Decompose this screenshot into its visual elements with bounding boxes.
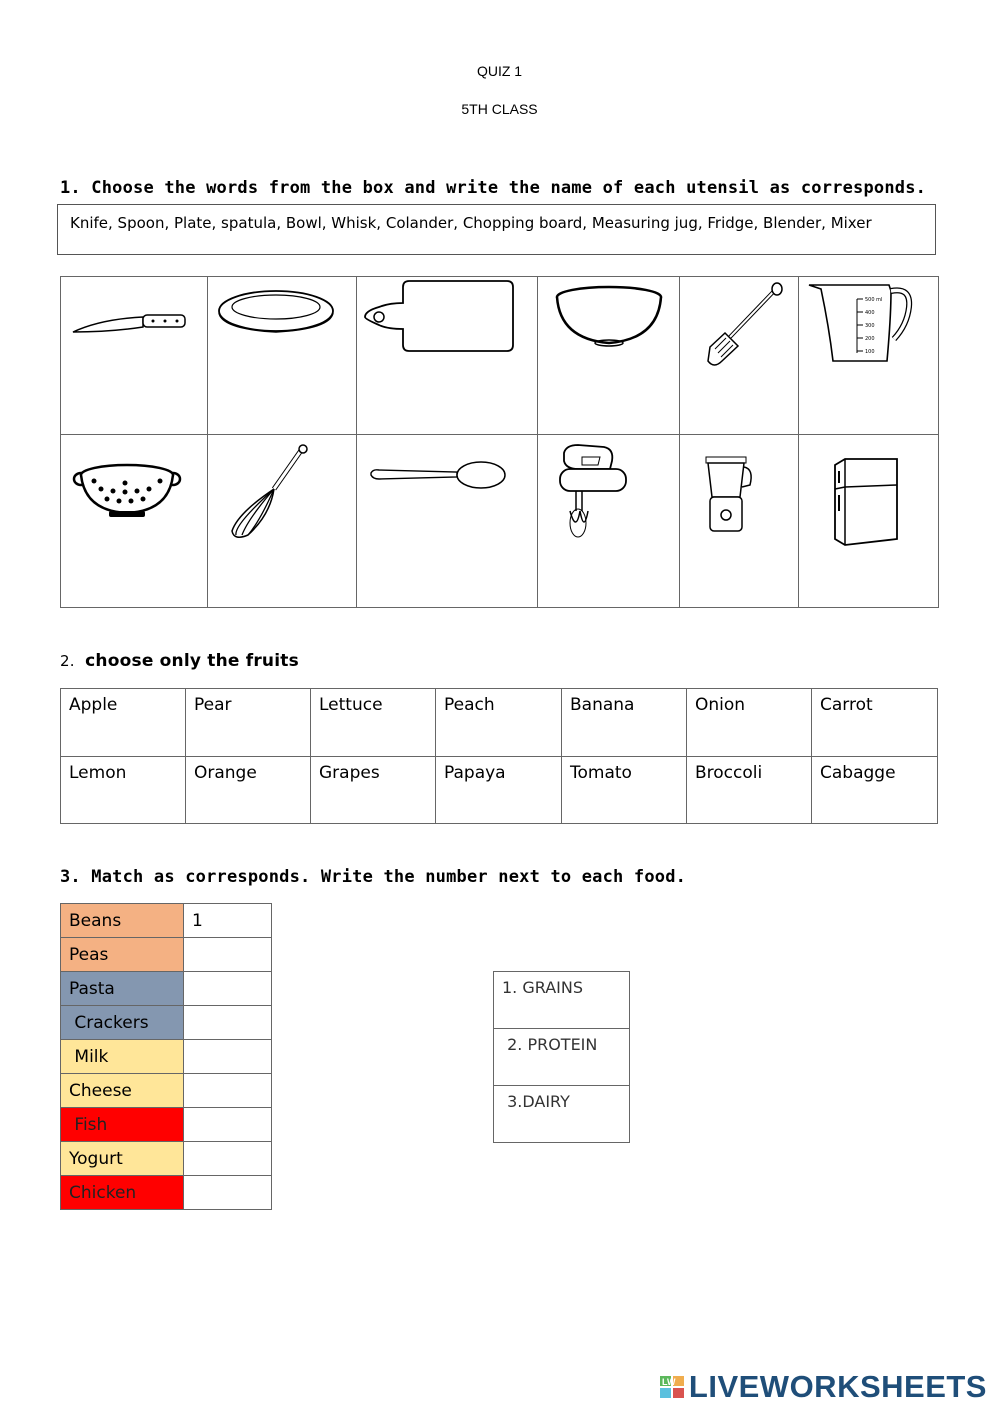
question-2-instruction (60, 651, 299, 671)
jug-mark-300: 300 (865, 323, 875, 329)
food-answer-cell[interactable] (184, 1108, 272, 1142)
food-name-cell: Pasta (61, 972, 184, 1006)
knife-icon (61, 277, 207, 357)
fruits-table (60, 688, 938, 824)
question-1-instruction: 1. Choose the words from the box and write the name of each utensil as corresponds. (60, 178, 927, 198)
food-answer-cell[interactable] (184, 1074, 272, 1108)
food-name-cell: Milk (61, 1040, 184, 1074)
group-grains: 1. GRAINS (494, 972, 630, 1029)
group-protein: 2. PROTEIN (494, 1029, 630, 1086)
food-name-cell: Peas (61, 938, 184, 972)
measuring-jug-icon (799, 277, 938, 372)
plate-icon (208, 277, 356, 357)
utensil-cell-bowl[interactable] (538, 277, 680, 435)
mixer-icon (538, 435, 679, 545)
food-match-row (61, 1040, 272, 1074)
utensil-cell-mixer[interactable] (538, 435, 680, 608)
food-option-cell[interactable]: Orange (186, 757, 311, 824)
liveworksheets-mark-icon (660, 1374, 686, 1400)
group-dairy: 3.DAIRY (494, 1086, 630, 1143)
food-option-cell[interactable]: Grapes (311, 757, 436, 824)
food-option-cell[interactable]: Carrot (812, 689, 938, 757)
spoon-icon (357, 435, 537, 525)
food-option-cell[interactable]: Tomato (562, 757, 687, 824)
utensil-cell-chopping-board[interactable] (357, 277, 538, 435)
food-groups-table (493, 971, 630, 1143)
food-match-row (61, 938, 272, 972)
class-subtitle: 5TH CLASS (461, 101, 538, 117)
question-2-text: choose only the fruits (85, 651, 299, 671)
utensil-cell-knife[interactable] (61, 277, 208, 435)
food-match-row (61, 904, 272, 938)
food-answer-cell[interactable] (184, 938, 272, 972)
utensil-cell-colander[interactable] (61, 435, 208, 608)
food-match-row (61, 1176, 272, 1210)
food-option-cell[interactable]: Cabagge (812, 757, 938, 824)
utensil-cell-blender[interactable] (680, 435, 799, 608)
food-option-cell[interactable]: Lemon (61, 757, 186, 824)
food-option-cell[interactable]: Onion (687, 689, 812, 757)
whisk-icon (208, 435, 356, 550)
colander-icon (61, 435, 207, 525)
food-option-cell[interactable]: Papaya (436, 757, 562, 824)
utensil-cell-spoon[interactable] (357, 435, 538, 608)
utensil-cell-measuring-jug[interactable] (799, 277, 939, 435)
utensil-cell-spatula[interactable] (680, 277, 799, 435)
word-box: Knife, Spoon, Plate, spatula, Bowl, Whisk, Colander, Chopping board, Measuring jug, Fridge, Blender, Mixer (57, 204, 936, 255)
food-name-cell: Crackers (61, 1006, 184, 1040)
food-answer-cell[interactable] (184, 1176, 272, 1210)
logo-mark-text: LW (661, 1377, 676, 1387)
food-option-cell[interactable]: Broccoli (687, 757, 812, 824)
fridge-icon (799, 435, 938, 550)
food-match-row (61, 1006, 272, 1040)
food-answer-cell[interactable] (184, 1006, 272, 1040)
jug-mark-100: 100 (865, 349, 875, 355)
food-match-row (61, 1108, 272, 1142)
utensils-table (60, 276, 939, 608)
food-option-cell[interactable]: Peach (436, 689, 562, 757)
food-name-cell: Beans (61, 904, 184, 938)
question-2-number: 2. (60, 652, 75, 670)
food-name-cell: Fish (61, 1108, 184, 1142)
bowl-icon (538, 277, 679, 357)
food-answer-cell[interactable] (184, 972, 272, 1006)
quiz-title: QUIZ 1 (476, 63, 523, 79)
utensil-cell-whisk[interactable] (208, 435, 357, 608)
food-option-cell[interactable]: Pear (186, 689, 311, 757)
food-option-cell[interactable]: Apple (61, 689, 186, 757)
jug-mark-200: 200 (865, 336, 875, 342)
blender-icon (680, 435, 798, 545)
logo-text: LIVEWORKSHEETS (688, 1369, 987, 1404)
jug-mark-500: 500 ml (865, 297, 883, 303)
spatula-icon (680, 277, 798, 372)
food-name-cell: Cheese (61, 1074, 184, 1108)
chopping-board-icon (357, 277, 537, 357)
food-answer-cell[interactable] (184, 1040, 272, 1074)
question-3-instruction: 3. Match as corresponds. Write the number next to each food. (60, 867, 687, 887)
jug-mark-400: 400 (865, 310, 875, 316)
food-name-cell: Chicken (61, 1176, 184, 1210)
food-option-cell[interactable]: Lettuce (311, 689, 436, 757)
food-match-row (61, 1142, 272, 1176)
utensil-cell-fridge[interactable] (799, 435, 939, 608)
food-name-cell: Yogurt (61, 1142, 184, 1176)
food-match-row (61, 1074, 272, 1108)
food-match-row (61, 972, 272, 1006)
food-match-table (60, 903, 272, 1210)
utensil-cell-plate[interactable] (208, 277, 357, 435)
food-answer-cell[interactable]: 1 (184, 904, 272, 938)
food-answer-cell[interactable] (184, 1142, 272, 1176)
liveworksheets-logo (660, 1370, 987, 1404)
food-option-cell[interactable]: Banana (562, 689, 687, 757)
